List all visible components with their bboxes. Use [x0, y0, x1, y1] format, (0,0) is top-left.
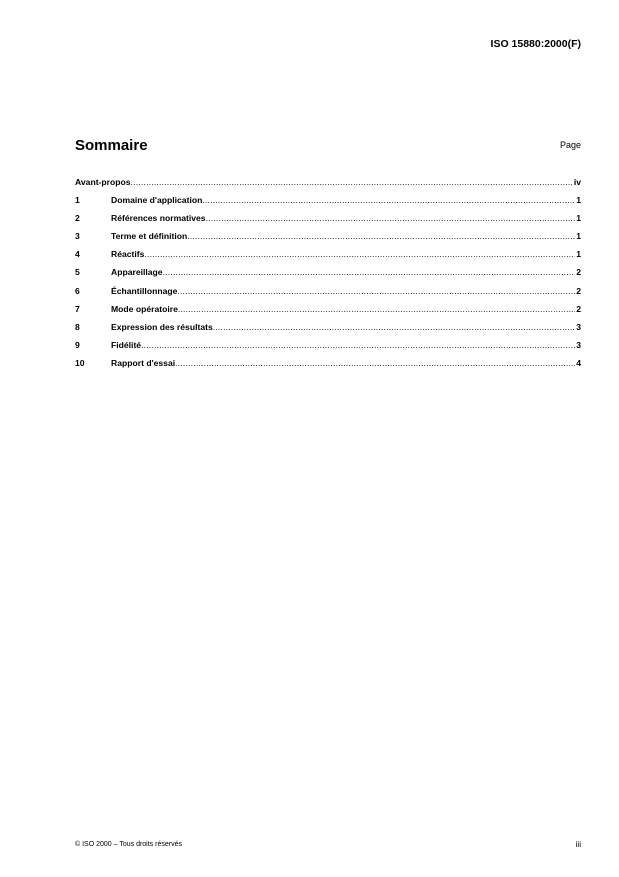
toc-entry-page: 2: [576, 285, 581, 296]
dot-leader: [163, 267, 576, 277]
toc-heading-row: [75, 137, 581, 157]
toc-entry-page: 3: [576, 321, 581, 332]
page-column-label: Page: [559, 140, 581, 150]
toc-entry-label: Réactifs: [111, 249, 145, 260]
toc-entry-number: 1: [75, 195, 80, 206]
toc-entry-label: Terme et définition: [111, 231, 188, 242]
toc-entry-number: 4: [75, 249, 80, 260]
footer-copyright: © ISO 2000 – Tous droits réservés: [75, 841, 182, 848]
dot-leader: [202, 195, 575, 205]
dot-leader: [177, 286, 575, 296]
toc-entry-references-normatives[interactable]: [75, 213, 581, 231]
toc-entry-domaine-application[interactable]: [75, 195, 581, 213]
toc-title: Sommaire: [75, 137, 148, 154]
toc-entry-reactifs[interactable]: [75, 249, 581, 267]
dot-leader: [213, 322, 575, 332]
toc-entry-number: 3: [75, 231, 80, 242]
toc-entry-fidelite[interactable]: [75, 340, 581, 358]
toc-entry-avant-propos[interactable]: [75, 177, 581, 195]
toc-entry-terme-et-definition[interactable]: [75, 231, 581, 249]
dot-leader: [178, 304, 575, 314]
toc-entry-number: 10: [75, 357, 85, 368]
toc-entry-page: 2: [576, 303, 581, 314]
document-id: ISO 15880:2000(F): [490, 38, 581, 50]
toc-entry-page: 1: [576, 231, 581, 242]
toc-entry-echantillonnage[interactable]: [75, 286, 581, 304]
toc-entry-label: Rapport d'essai: [111, 357, 176, 368]
toc-entry-number: 8: [75, 321, 80, 332]
toc-entry-page: 1: [576, 213, 581, 224]
toc-entry-number: 5: [75, 267, 80, 278]
toc-entry-label: Appareillage: [111, 267, 163, 278]
toc-entry-page: 1: [576, 249, 581, 260]
toc-entry-label: Échantillonnage: [111, 285, 178, 296]
toc-entry-number: 7: [75, 303, 80, 314]
dot-leader: [141, 340, 575, 350]
dot-leader: [131, 177, 573, 187]
dot-leader: [206, 213, 576, 223]
toc-entry-label: Références normatives: [111, 213, 206, 224]
dot-leader: [175, 358, 575, 368]
toc-entry-page: 1: [576, 195, 581, 206]
toc-entry-rapport-d-essai[interactable]: [75, 358, 581, 376]
dot-leader: [144, 249, 575, 259]
toc-entry-page: 2: [576, 267, 581, 278]
table-of-contents: [75, 177, 581, 376]
toc-entry-label: Fidélité: [111, 339, 142, 350]
toc-entry-page: 3: [576, 339, 581, 350]
toc-entry-expression-des-resultats[interactable]: [75, 322, 581, 340]
toc-entry-number: 2: [75, 213, 80, 224]
toc-entry-number: 9: [75, 339, 80, 350]
toc-entry-label: Domaine d'application: [111, 195, 203, 206]
toc-entry-mode-operatoire[interactable]: [75, 304, 581, 322]
toc-entry-number: 6: [75, 285, 80, 296]
toc-entry-page: iv: [573, 177, 581, 187]
toc-entry-label: Avant-propos: [75, 177, 131, 187]
toc-entry-label: Expression des résultats: [111, 321, 213, 332]
toc-entry-page: 4: [576, 357, 581, 368]
toc-entry-label: Mode opératoire: [111, 303, 178, 314]
dot-leader: [187, 231, 575, 241]
footer-page-number: iii: [575, 840, 581, 849]
toc-entry-appareillage[interactable]: [75, 267, 581, 285]
